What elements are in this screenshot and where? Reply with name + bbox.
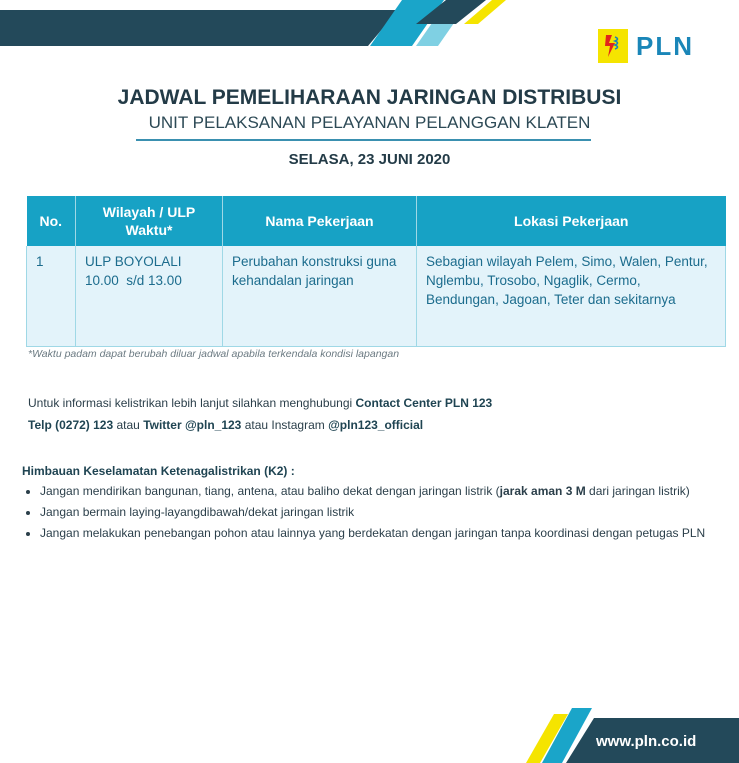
title-divider: [136, 139, 591, 141]
contact-twitter: Twitter @pln_123: [143, 418, 242, 432]
contact-atau-1: atau: [113, 418, 144, 432]
page-subtitle: UNIT PELAKSANAN PELAYANAN PELANGGAN KLATEN: [148, 113, 591, 132]
schedule-table: [26, 196, 726, 347]
contact-telp: Telp (0272) 123: [28, 418, 114, 432]
bottom-decorative-band: [500, 698, 739, 763]
column-header-no: No.: [27, 196, 76, 246]
table-row: [27, 246, 726, 347]
cell-wilayah: [76, 246, 223, 347]
footnote: *Waktu padam dapat berubah diluar jadwal apabila terkendala kondisi lapangan: [28, 348, 400, 360]
safety-item-1-text: Jangan mendirikan bangunan, tiang, antena, atau baliho dekat dengan jaringan listrik (: [40, 484, 500, 498]
contact-info: [28, 392, 492, 436]
safety-section: [22, 464, 722, 546]
table-header-row: [27, 196, 726, 246]
cell-location: Sebagian wilayah Pelem, Simo, Walen, Pentur, Nglembu, Trosobo, Ngaglik, Cermo, Bendungan, Jagoan, Teter dan sekitarnya: [417, 246, 726, 347]
cell-ulp: ULP BOYOLALI: [85, 254, 182, 269]
safety-list: [22, 483, 722, 541]
pln-logo: [598, 28, 694, 64]
safety-item-1-suffix: dari jaringan listrik): [585, 484, 690, 498]
page-title: JADWAL PEMELIHARAAN JARINGAN DISTRIBUSI: [117, 86, 622, 109]
schedule-date: SELASA, 23 JUNI 2020: [288, 151, 451, 168]
column-header-pekerjaan: Nama Pekerjaan: [223, 196, 417, 246]
cell-no: 1: [27, 246, 76, 347]
contact-instagram: @pln123_official: [328, 418, 424, 432]
column-header-lokasi: Lokasi Pekerjaan: [417, 196, 726, 246]
pln-logo-text: PLN: [636, 30, 694, 61]
contact-center: Contact Center PLN 123: [355, 396, 493, 410]
list-item: [40, 483, 722, 499]
navy-band-shape: [0, 10, 398, 46]
safety-item-1-bold: jarak aman 3 M: [499, 484, 586, 498]
cell-job: Perubahan konstruksi guna kehandalan jaringan: [223, 246, 417, 347]
list-item: • Jangan bermain laying-layangdibawah/dekat jaringan listrik: [40, 504, 722, 520]
contact-line-1: [28, 392, 492, 414]
cell-time: 10.00 s/d 13.00: [85, 273, 182, 288]
list-item: • Jangan melakukan penebangan pohon atau lainnya yang berdekatan dengan jaringan tanpa koordinasi dengan petugas PLN: [40, 525, 722, 541]
safety-title: Himbauan Keselamatan Ketenagalistrikan (K2) :: [22, 464, 295, 478]
website-link[interactable]: www.pln.co.id: [596, 733, 697, 750]
pln-logo-icon: [598, 29, 628, 63]
contact-line-2: [28, 414, 492, 436]
contact-prefix: Untuk informasi kelistrikan lebih lanjut silahkan menghubungi: [28, 396, 356, 410]
contact-atau-2: atau Instagram: [241, 418, 329, 432]
column-header-wilayah: Wilayah / ULP Waktu*: [76, 196, 223, 246]
